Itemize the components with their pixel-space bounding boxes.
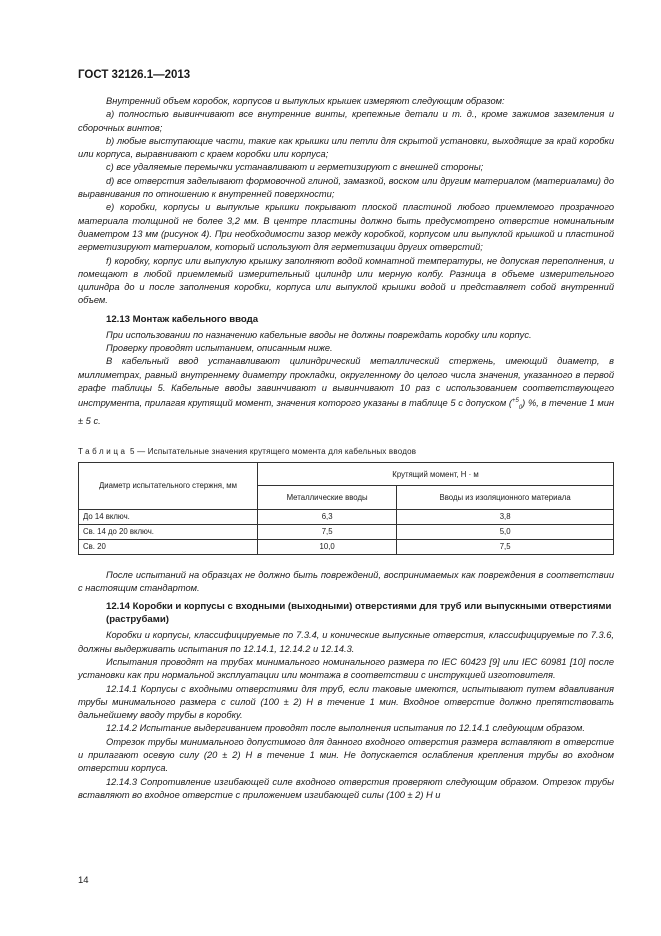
list-item-f: f) коробку, корпус или выпуклую крышку заполняют водой комнатной температуры, не допуская переполнения, и помещают в любой приемлемый измерительный цилиндр или мерную колбу. Разница в объеме измерительного цилиндра до и после заполнения коробки, корпуса или выпуклой крышки водой и представляет собой внутренний объем.: [78, 255, 614, 306]
paragraph-text: В кабельный ввод устанавливают цилиндрический металлический стержень, имеющий диаметр, в миллиметрах, равный внутреннему диаметру прокладки, округленному до целого числа значения, указанного в первой графе таблицы 5. Кабельные вводы завинчивают и вывинчивают 10 раз с использованием соответствующего инструмента, прилагая крутящий момент, значения которого указаны в таблице 5 с допуском: [78, 356, 614, 409]
paragraph: После испытаний на образцах не должно быть повреждений, воспринимаемых как повреждения в соответствии с настоящим стандартом.: [78, 569, 614, 594]
cell-metal: 6,3: [258, 509, 397, 524]
list-item-e: e) коробки, корпусы и выпуклые крышки покрывают плоской пластиной любого приемлемого прозрачного материала толщиной не более 3,2 мм. В центре пластины должно быть предусмотрено отверстие номинальным диаметром 13 мм (рисунок 4). При необходимости зазор между коробкой, корпусом или выпуклой крышкой и пластиной герметизируют материалом, который используют для герметизации других отверстий;: [78, 202, 614, 253]
paragraph-12-14-2: 12.14.2 Испытание выдергиванием проводят после выполнения испытания по 12.14.1 следующим образом.: [106, 723, 585, 734]
cell-metal: 10,0: [258, 539, 397, 554]
list-item-c: c) все удаляемые перемычки устанавливают и герметизируют с внешней стороны;: [106, 162, 484, 173]
tolerance-upper: +5: [511, 398, 519, 405]
document-header: ГОСТ 32126.1—2013: [78, 69, 191, 81]
table-caption-word: Таблица: [78, 446, 128, 456]
list-item-b: b) любые выступающие части, такие как крышки или петли для скрытой установки, выходящие за край коробки или корпуса, выравнивают с краем коробки или корпуса;: [78, 135, 614, 160]
page-body: [78, 95, 614, 802]
col-header-diameter: Диаметр испытательного стержня, мм: [79, 462, 258, 509]
paragraph: Коробки и корпусы, классифицируемые по 7.3.4, и конические выпускные отверстия, классифицируемые по 7.3.6, должны выдерживать испытания по 12.14.1, 12.14.2 и 12.14.3.: [78, 630, 614, 654]
list-item-a: a) полностью вывинчивают все внутренние винты, крепежные детали и т. д., кроме зажимов заземления и сборочных винтов;: [78, 109, 614, 133]
table-row: [79, 524, 614, 539]
table-caption: [78, 447, 614, 456]
col-header-torque: Крутящий момент, Н · м: [258, 462, 614, 486]
cell-diameter: До 14 включ.: [79, 509, 258, 524]
page-number: 14: [78, 875, 89, 886]
paragraph-torque-test: В кабельный ввод устанавливают цилиндрический металлический стержень, имеющий диаметр, в миллиметрах, равный внутреннему диаметру прокладки, округленному до целого числа значения, указанного в первой графе таблицы 5. Кабельные вводы завинчивают и вывинчивают 10 раз с использованием соответствующего инструмента, прилагая крутящий момент, значения которого указаны в таблице 5 с допуском ($^{+5}_0$) %, в течение 1 мин ± 5 с.: [78, 356, 615, 427]
cell-metal: 7,5: [258, 524, 397, 539]
cell-insulating: 7,5: [397, 539, 614, 554]
cell-insulating: 5,0: [397, 524, 614, 539]
table-row: [79, 539, 614, 554]
col-header-insulating: Вводы из изоляционного материала: [397, 486, 614, 510]
paragraph: Внутренний объем коробок, корпусов и выпуклых крышек измеряют следующим образом:: [106, 96, 505, 106]
table-row: [79, 509, 614, 524]
torque-table: [78, 462, 614, 555]
cell-diameter: Св. 20: [79, 539, 258, 554]
cell-insulating: 3,8: [397, 509, 614, 524]
col-header-metal: Металлические вводы: [258, 486, 397, 510]
table-caption-text: 5 — Испытательные значения крутящего момента для кабельных вводов: [130, 446, 417, 456]
paragraph-12-14-1: 12.14.1 Корпусы с входными отверстиями для труб, если таковые имеются, испытывают путем вдавливания трубы минимального размера с силой (100 ± 2) Н в течение 1 мин. Входное отверстие должно препятствовать дальнейшему вводу трубы в коробку.: [78, 683, 614, 721]
paragraph-text-end: %, в течение 1 мин ± 5 с.: [78, 398, 615, 427]
tolerance-lower: 0: [518, 405, 523, 412]
paragraph: Проверку проводят испытанием, описанным ниже.: [106, 343, 333, 354]
paragraph-12-14-3: 12.14.3 Сопротивление изгибающей силе входного отверстия проверяют следующим образом. Отрезок трубы вставляют во входное отверстие с приложением изгибающей силы (100 ± 2) Н и: [78, 776, 614, 800]
paragraph: При использовании по назначению кабельные вводы не должны повреждать коробку или корпус.: [106, 329, 532, 340]
paragraph: Испытания проводят на трубах минимального номинального размера по IEC 60423 [9] или IEC 60981 [10] после установки как при нормальной эксплуатации или монтажа в соответствии с инструкцией изготовителя.: [78, 656, 614, 681]
list-item-d: d) все отверстия заделывают формовочной глиной, замазкой, воском или другим материалом (материалами) до выравнивания по отношению к внутренней поверхности;: [78, 175, 614, 200]
section-heading-12-13: 12.13 Монтаж кабельного ввода: [106, 313, 259, 325]
cell-diameter: Св. 14 до 20 включ.: [79, 524, 258, 539]
paragraph: Отрезок трубы минимального допустимого для данного входного отверстия размера вставляют в отверстие и прилагают осевую силу (20 ± 2) Н в течение 1 мин. Не допускается ослабления крепления трубы во входном отверстии корпуса.: [78, 736, 614, 774]
section-heading-12-14: 12.14 Коробки и корпусы с входными (выходными) отверстиями для труб или выпускными отверстиями (раструбами): [106, 601, 612, 626]
